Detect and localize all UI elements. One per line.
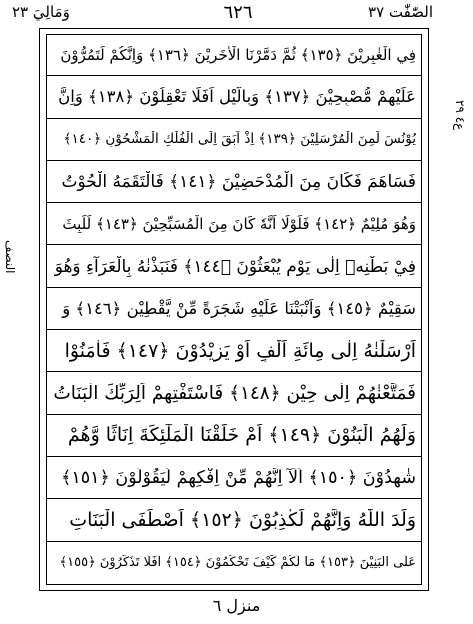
text-line bbox=[46, 288, 422, 330]
page-number: ٦٢٦ bbox=[223, 2, 253, 23]
margin-note-right: ع٤ ٢٩ bbox=[453, 100, 467, 131]
line-text: شٰهِدُوْنَ ﴿١٥٠﴾ اَلَآ اِنَّهُمْ مِّنْ اِفْكِهِمْ لَيَقُوْلُوْنَ ﴿١٥١﴾ bbox=[61, 467, 416, 488]
line-text: سَقِيْمٌ ﴿١٤٥﴾ وَاَنْبَتْنَا عَلَيْهِ شَجَرَةً مِّنْ يَّقْطِيْنٍ ﴿١٤٦﴾ وَ bbox=[62, 298, 416, 318]
text-line bbox=[46, 245, 422, 287]
text-line bbox=[46, 542, 422, 584]
line-text: عَلَيْهِمْ مُّصْبِحِيْنَ ﴿١٣٧﴾ وَبِالَّيْلِ اَفَلَا تَعْقِلُوْنَ ﴿١٣٨﴾ وَاِنَّ bbox=[58, 87, 416, 107]
text-line bbox=[46, 415, 422, 457]
line-text: عَلَى الْبَنِيْنَ ﴿١٥٣﴾ مَا لَكُمْ كَيْفَ تَحْكُمُوْنَ ﴿١٥٤﴾ اَفَلَا تَذَكَّرُوْنَ ﴿١٥٥﴾ bbox=[59, 555, 416, 571]
line-text: فَمَتَّعْنٰهُمْ اِلٰى حِيْنٍ ﴿١٤٨﴾ فَاسْتَفْتِهِمْ اَلِرَبِّكَ الْبَنَاتُ bbox=[53, 382, 416, 404]
page-header bbox=[0, 0, 473, 28]
text-line bbox=[46, 119, 422, 161]
text-line bbox=[46, 330, 422, 372]
line-text: فِيْ بَطْنِهٖ اِلٰى يَوْمِ يُبْعَثُوْنَ ﴿١٤٤﴾ فَنَبَذْنٰهُ بِالْعَرَآءِ وَهُوَ bbox=[54, 256, 416, 277]
line-text: وَلَهُمُ الْبَنُوْنَ ﴿١٤٩﴾ اَمْ خَلَقْنَا الْمَلٰٓئِكَةَ اِنَاثًا وَّهُمْ bbox=[67, 424, 416, 447]
line-text: اَرْسَلْنٰهُ اِلٰى مِائَةِ اَلْفٍ اَوْ يَزِيْدُوْنَ ﴿١٤٧﴾ فَاٰمَنُوْا bbox=[64, 339, 416, 362]
text-line bbox=[46, 161, 422, 203]
line-text: وَهُوَ مُلِيْمٌ ﴿١٤٢﴾ فَلَوْلَا اَنَّهٗ كَانَ مِنَ الْمُسَبِّحِيْنَ ﴿١٤٣﴾ لَلَبِثَ bbox=[62, 214, 416, 233]
text-line bbox=[46, 457, 422, 499]
line-text: وَلَدَ اللّٰهُ وَاِنَّهُمْ لَكٰذِبُوْنَ ﴿١٥٢﴾ اَصْطَفَى الْبَنَاتِ bbox=[69, 508, 416, 531]
text-line bbox=[46, 499, 422, 541]
margin-note-left: النصف bbox=[3, 240, 17, 274]
para-name: وَمَالِيَ ٢٣ bbox=[12, 3, 70, 21]
text-line bbox=[46, 203, 422, 245]
text-line bbox=[46, 372, 422, 414]
manzil-footer: منزل ٦ bbox=[212, 596, 261, 615]
line-text: فِي الْغٰبِرِيْنَ ﴿١٣٥﴾ ثُمَّ دَمَّرْنَا الْاٰخَرِيْنَ ﴿١٣٦﴾ وَاِنَّكُمْ لَتَمُرُّوْنَ bbox=[60, 45, 416, 64]
text-line bbox=[46, 76, 422, 118]
line-text: فَسَاهَمَ فَكَانَ مِنَ الْمُدْحَضِيْنَ ﴿١٤١﴾ فَالْتَقَمَهُ الْحُوْتُ bbox=[61, 172, 416, 193]
text-lines bbox=[46, 34, 422, 584]
line-text: يُوْنُسَ لَمِنَ الْمُرْسَلِيْنَ ﴿١٣٩﴾ اِذْ اَبَقَ اِلَى الْفُلْكِ الْمَشْحُوْنِ ﴿١٤٠﴾ bbox=[63, 131, 416, 148]
surah-name: الصّٰفّٰت ٣٧ bbox=[368, 3, 433, 21]
text-line bbox=[46, 34, 422, 76]
